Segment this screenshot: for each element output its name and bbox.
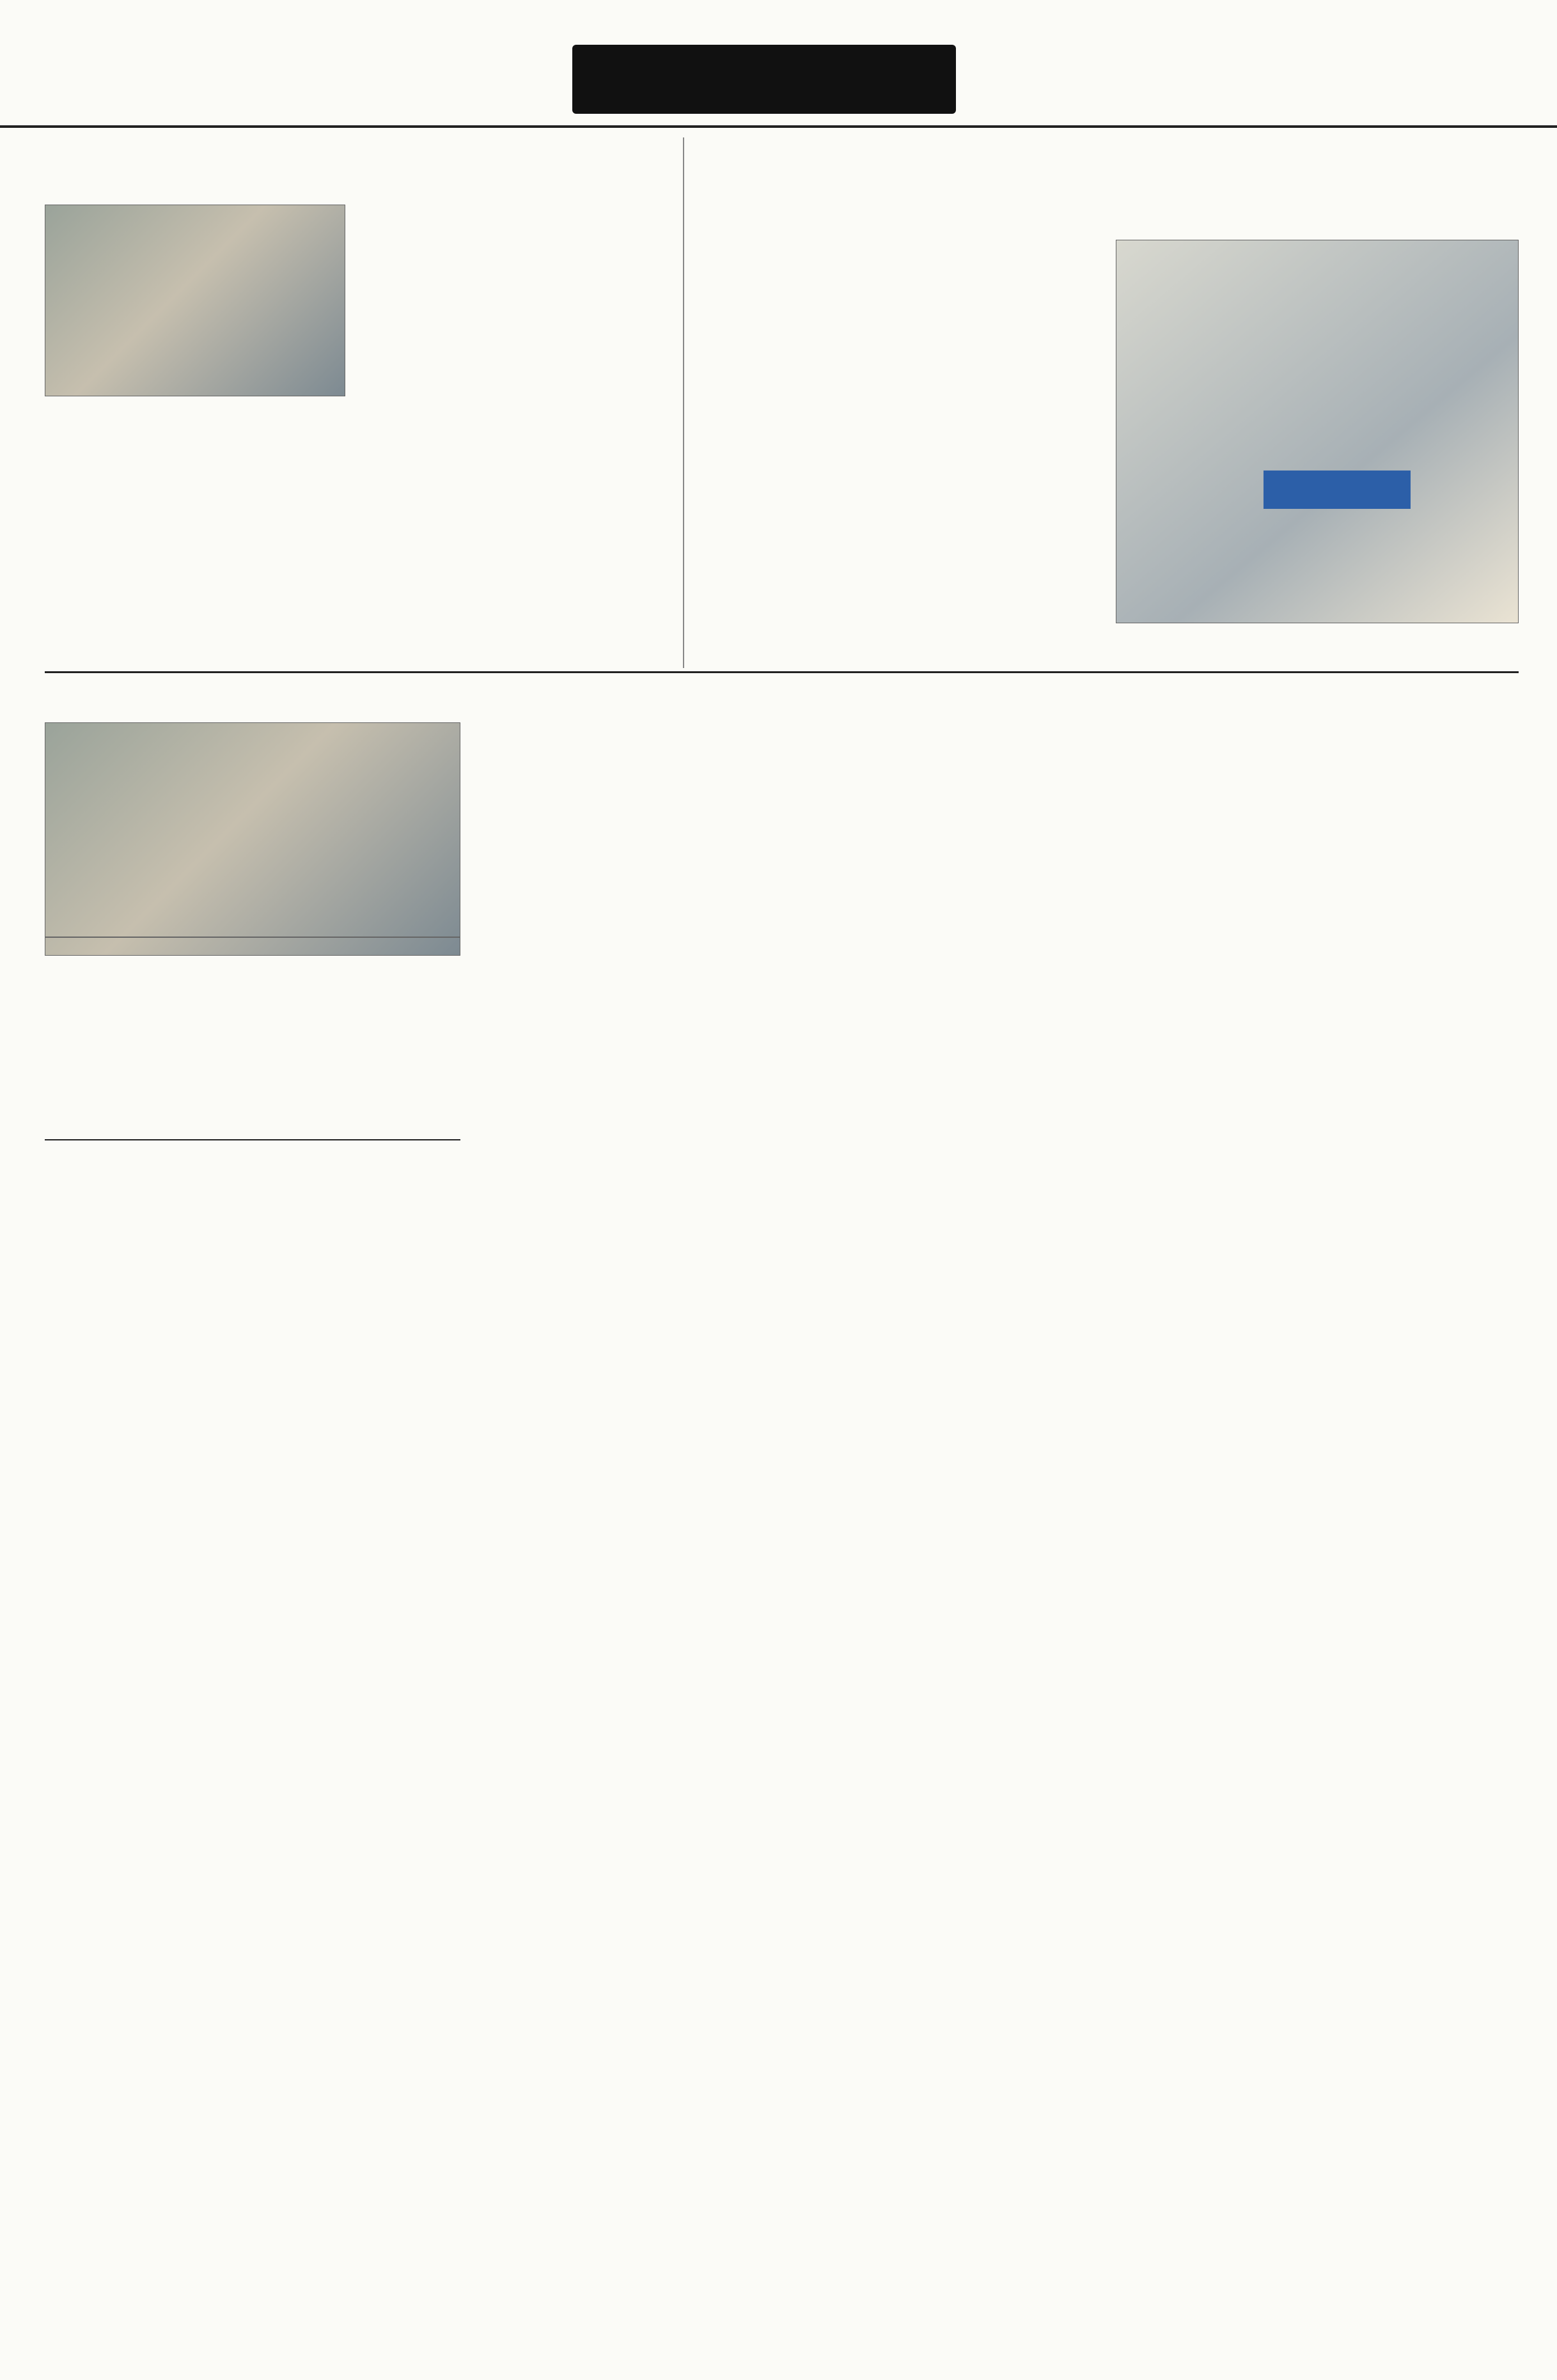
story1-body [45, 419, 345, 662]
story2-photo [1116, 240, 1519, 623]
story2-banner [1264, 471, 1411, 509]
story-divider [45, 1139, 460, 1140]
horizontal-rule [45, 671, 1519, 673]
story1-photo [45, 205, 345, 396]
column-divider [683, 137, 684, 668]
spacer-photo [45, 937, 460, 938]
story2-body [694, 205, 1103, 652]
section-title [572, 45, 956, 114]
story3-photo [45, 722, 460, 956]
masthead [0, 0, 1557, 128]
story3-body [45, 979, 460, 1133]
story1-body-cont [358, 205, 671, 662]
